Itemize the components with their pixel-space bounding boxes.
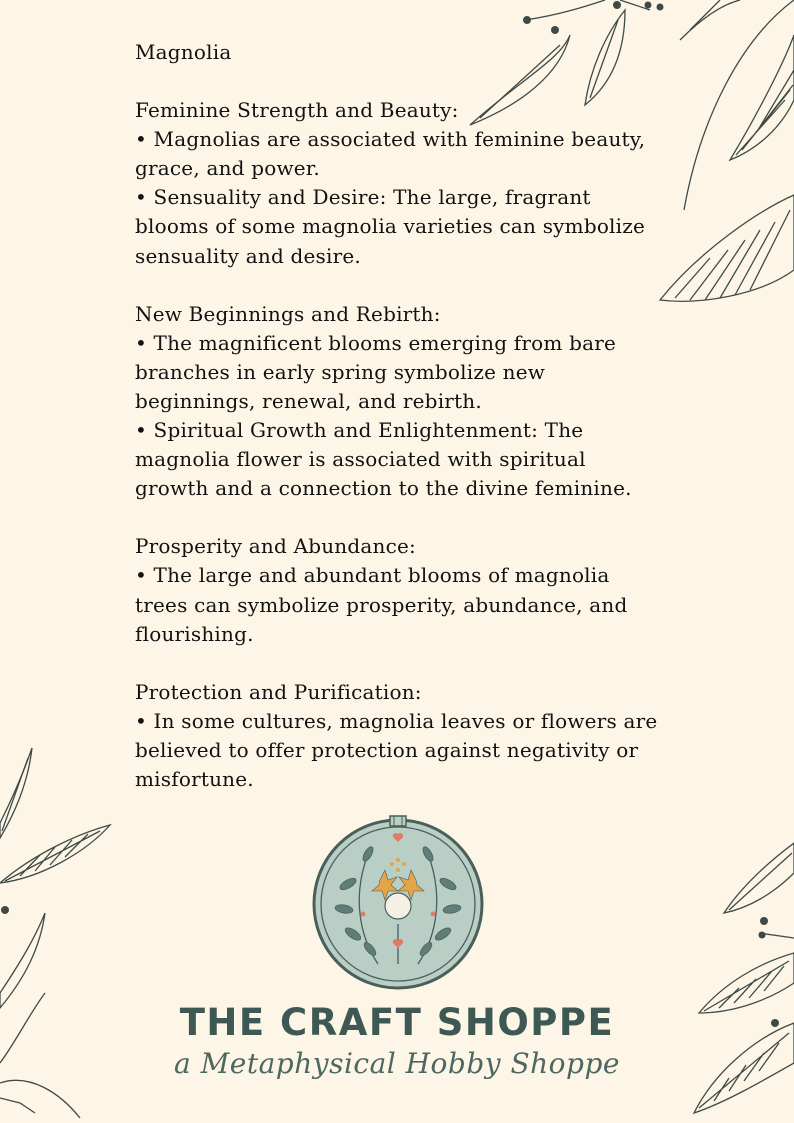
bullet-item: • In some cultures, magnolia leaves or flowers are believed to offer protection against negativity or misfortune.	[135, 708, 658, 791]
brand-name: THE CRAFT SHOPPE	[179, 1001, 615, 1044]
embroidery-hoop-logo-icon	[308, 814, 488, 994]
brand-tagline: a Metaphysical Hobby Shoppe	[174, 1047, 620, 1080]
bullet-item: • Sensuality and Desire: The large, fragrant blooms of some magnolia varieties can symbolize sensuality and desire.	[135, 185, 646, 268]
section-heading: New Beginnings and Rebirth:	[135, 301, 441, 326]
section-heading: Feminine Strength and Beauty:	[135, 98, 459, 123]
document-body	[135, 38, 665, 794]
bullet-item: • Spiritual Growth and Enlightenment: The magnolia flower is associated with spiritual growth and a connection to the divine feminine.	[135, 418, 632, 501]
document-title: Magnolia	[135, 40, 232, 64]
bullet-item: • The large and abundant blooms of magnolia trees can symbolize prosperity, abundance, and flourishing.	[135, 563, 628, 646]
section-heading: Protection and Purification:	[135, 679, 422, 704]
bullet-item: • Magnolias are associated with feminine beauty, grace, and power.	[135, 127, 646, 181]
section-heading: Prosperity and Abundance:	[135, 534, 416, 559]
bullet-item: • The magnificent blooms emerging from bare branches in early spring symbolize new beginnings, renewal, and rebirth.	[135, 330, 617, 413]
